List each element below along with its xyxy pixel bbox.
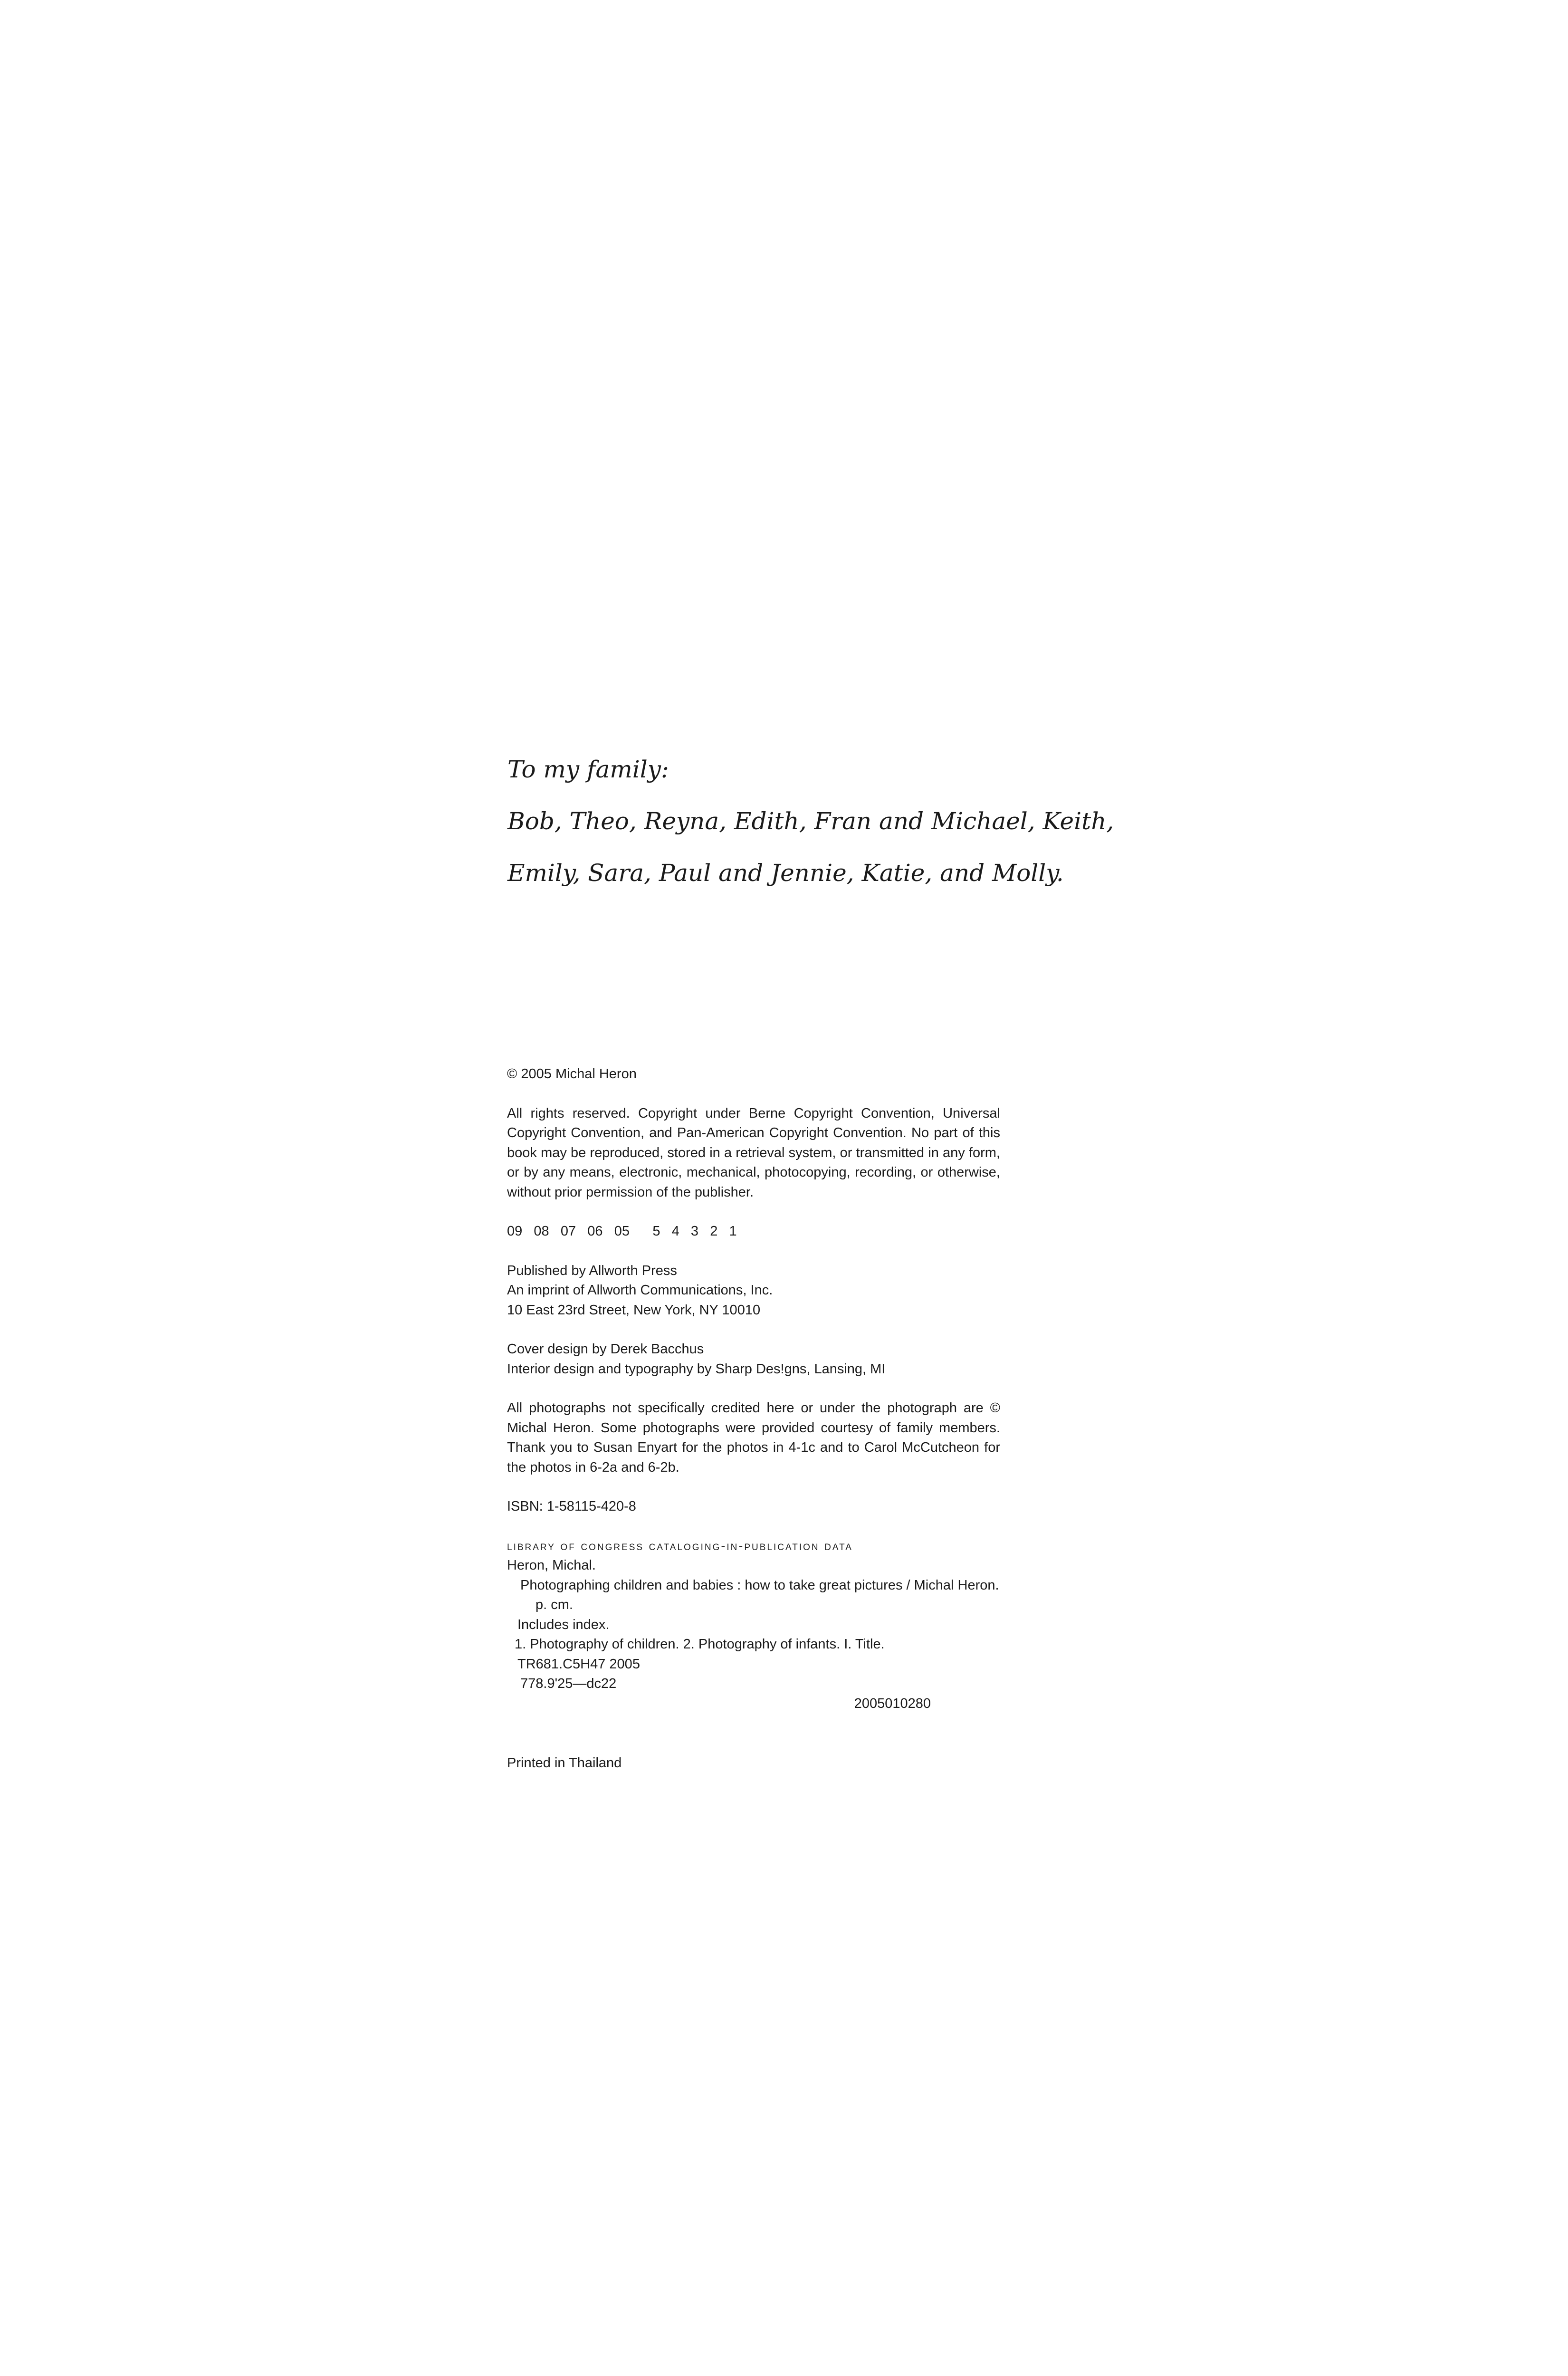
cip-lc-class: TR681.C5H47 2005 bbox=[517, 1656, 640, 1672]
cip-pages: p. cm. bbox=[535, 1597, 573, 1612]
copyright-notice: © 2005 Michal Heron bbox=[507, 1066, 637, 1082]
cip-lccn: 2005010280 bbox=[854, 1696, 931, 1711]
interior-design-credit: Interior design and typography by Sharp Des!gns, Lansing, MI bbox=[507, 1361, 886, 1377]
cip-author: Heron, Michal. bbox=[507, 1558, 596, 1573]
publisher-imprint: An imprint of Allworth Communications, Inc. bbox=[507, 1283, 773, 1298]
cip-data bbox=[507, 1536, 1000, 1714]
dedication-heading: To my family: bbox=[507, 756, 669, 783]
cip-heading: library of congress cataloging-in-publication data bbox=[507, 1538, 853, 1553]
publisher-address: 10 East 23rd Street, New York, NY 10010 bbox=[507, 1302, 761, 1318]
dedication bbox=[507, 744, 1173, 899]
printing-line: 09 08 07 06 05 5 4 3 2 1 bbox=[507, 1224, 737, 1239]
cip-dewey: 778.9'25—dc22 bbox=[520, 1676, 617, 1691]
isbn: ISBN: 1-58115-420-8 bbox=[507, 1499, 636, 1514]
publisher-name: Published by Allworth Press bbox=[507, 1263, 677, 1278]
copyright-block bbox=[507, 1064, 1000, 1714]
design-credits bbox=[507, 1340, 1000, 1379]
cip-subjects: 1. Photography of children. 2. Photography of infants. I. Title. bbox=[515, 1637, 885, 1652]
rights-statement: All rights reserved. Copyright under Berne Copyright Convention, Universal Copyright Convention, and Pan-American Copyright Convention. No part of this book may be reproduced, stored in a retrieval system, or transmitted in any form, or by any means, electronic, mechanical, photocopying, recording, or otherwise, without prior permission of the publisher. bbox=[507, 1105, 1000, 1200]
dedication-names-line-1: Bob, Theo, Reyna, Edith, Fran and Michael, Keith, bbox=[507, 807, 1114, 835]
cover-design-credit: Cover design by Derek Bacchus bbox=[507, 1341, 704, 1357]
cip-index: Includes index. bbox=[517, 1617, 610, 1632]
photo-credits: All photographs not specifically credited here or under the photograph are © Michal Heron. Some photographs were provided courtesy of family members. Thank you to Susan Enyart for the photos in 4-1c and to Carol McCutcheon for the photos in 6-2a and 6-2b. bbox=[507, 1400, 1000, 1475]
publisher-info bbox=[507, 1261, 1000, 1321]
dedication-names-line-2: Emily, Sara, Paul and Jennie, Katie, and Molly. bbox=[507, 859, 1064, 887]
cip-title: Photographing children and babies : how to take great pictures / Michal Heron. bbox=[520, 1577, 999, 1593]
printed-in: Printed in Thailand bbox=[507, 1755, 622, 1771]
